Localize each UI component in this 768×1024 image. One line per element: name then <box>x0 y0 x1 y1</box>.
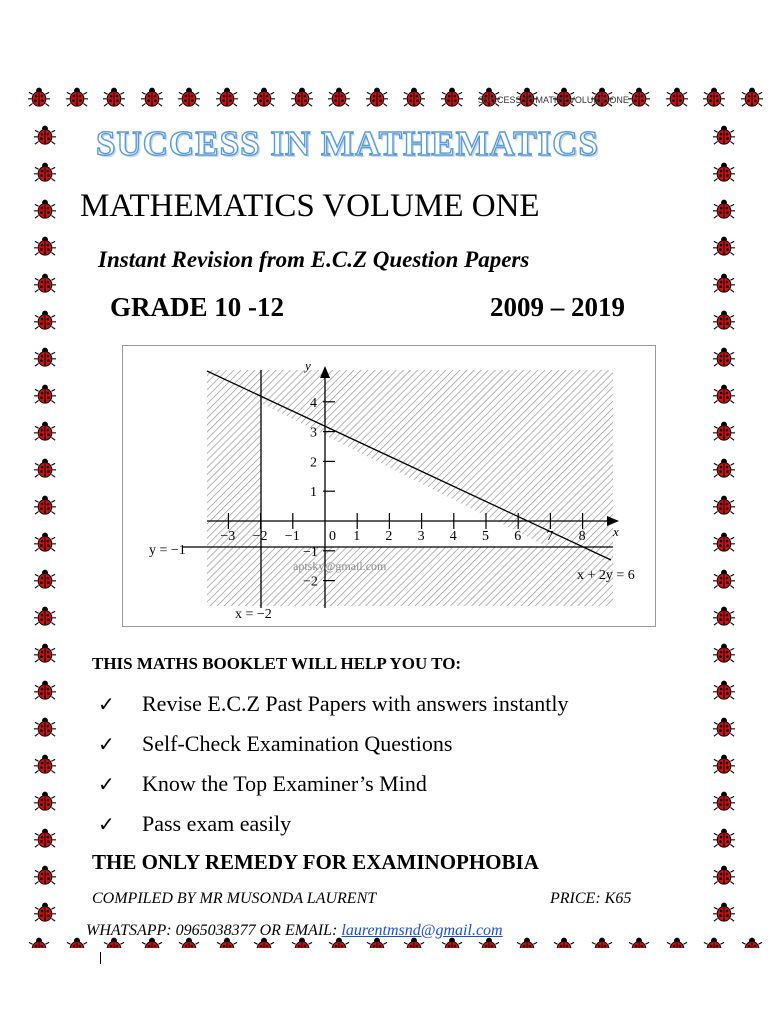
ladybug-icon <box>713 420 735 442</box>
list-item-text: Self-Check Examination Questions <box>142 731 453 756</box>
page-title: SUCCESS IN MATHEMATICS <box>96 124 600 163</box>
text-cursor <box>100 952 101 964</box>
ladybug-icon <box>713 901 735 923</box>
remedy-heading: THE ONLY REMEDY FOR EXAMINOPHOBIA <box>92 850 539 874</box>
ladybug-icon <box>666 86 688 108</box>
ladybug-icon <box>713 235 735 257</box>
year-range: 2009 – 2019 <box>490 292 625 322</box>
x-tick-label: 2 <box>385 529 393 544</box>
ladybug-icon <box>713 790 735 812</box>
ladybug-icon <box>34 309 56 331</box>
ladybug-icon <box>516 936 538 948</box>
ladybug-icon <box>34 161 56 183</box>
x-tick-label: 7 <box>546 529 554 544</box>
list-item <box>98 764 569 804</box>
ladybug-icon <box>34 420 56 442</box>
x-tick-label: 0 <box>329 529 336 544</box>
ladybug-icon <box>713 864 735 886</box>
ladybug-icon <box>328 86 350 108</box>
label-x-eq-minus-2: x = −2 <box>235 607 272 622</box>
ladybug-icon <box>713 827 735 849</box>
ladybug-icon <box>713 346 735 368</box>
checkmark-icon: ✓ <box>98 693 115 716</box>
subtitle: Instant Revision from E.C.Z Question Papers <box>98 247 530 272</box>
ladybug-icon <box>34 605 56 627</box>
ladybug-icon <box>34 457 56 479</box>
ladybug-icon <box>34 346 56 368</box>
ladybug-icon <box>713 568 735 590</box>
y-tick-label: −1 <box>303 544 318 560</box>
list-item <box>98 684 569 724</box>
ladybug-icon <box>441 86 463 108</box>
inequality-graph <box>122 345 656 627</box>
ladybug-icon <box>713 198 735 220</box>
ladybug-icon <box>34 901 56 923</box>
ladybug-icon <box>34 383 56 405</box>
label-x-plus-2y-eq-6: x + 2y = 6 <box>577 568 635 583</box>
ladybug-icon <box>713 309 735 331</box>
ladybug-icon <box>713 272 735 294</box>
ladybug-icon <box>103 86 125 108</box>
ladybug-icon <box>253 86 275 108</box>
ladybug-icon <box>34 272 56 294</box>
list-item-text: Know the Top Examiner’s Mind <box>142 771 427 796</box>
x-tick-label: −2 <box>252 529 268 544</box>
ladybug-icon <box>366 86 388 108</box>
ladybug-icon <box>713 383 735 405</box>
list-item <box>98 804 569 844</box>
y-axis-label: y <box>305 358 311 373</box>
ladybug-icon <box>713 531 735 553</box>
list-item <box>98 724 569 764</box>
ladybug-icon <box>34 642 56 664</box>
ladybug-icon <box>713 457 735 479</box>
label-y-eq-minus-1: y = −1 <box>149 543 186 558</box>
ladybug-icon <box>34 494 56 516</box>
x-tick-label: 4 <box>449 529 457 544</box>
x-tick-label: −3 <box>220 529 236 544</box>
ladybug-icon <box>713 124 735 146</box>
grade-range: GRADE 10 -12 <box>110 292 284 322</box>
contact-line <box>86 922 503 940</box>
ladybug-icon <box>713 679 735 701</box>
ladybug-border-right <box>713 124 735 923</box>
ladybug-icon <box>741 936 763 948</box>
x-tick-label: 1 <box>353 529 361 544</box>
x-tick-label: 6 <box>514 529 522 544</box>
graph-svg <box>123 346 655 626</box>
ladybug-icon <box>713 753 735 775</box>
ladybug-icon <box>666 936 688 948</box>
ladybug-icon <box>178 86 200 108</box>
ladybug-icon <box>34 864 56 886</box>
shaded-region <box>207 370 613 606</box>
ladybug-icon <box>713 161 735 183</box>
ladybug-border-left <box>34 124 56 923</box>
help-heading: THIS MATHS BOOKLET WILL HELP YOU TO: <box>92 654 462 673</box>
ladybug-icon <box>713 642 735 664</box>
ladybug-icon <box>591 936 613 948</box>
y-tick-label: −2 <box>303 574 318 590</box>
email-link[interactable]: laurentmsnd@gmail.com <box>341 922 503 939</box>
ladybug-icon <box>628 936 650 948</box>
ladybug-icon <box>34 679 56 701</box>
ladybug-icon <box>628 86 650 108</box>
ladybug-icon <box>553 936 575 948</box>
y-tick-label: 2 <box>310 455 317 471</box>
ladybug-border-top <box>28 86 763 108</box>
checkmark-icon: ✓ <box>98 773 115 796</box>
ladybug-icon <box>34 124 56 146</box>
x-tick-label: 3 <box>417 529 425 544</box>
y-tick-label: 4 <box>310 395 317 411</box>
y-tick-label: 3 <box>310 425 317 441</box>
ladybug-icon <box>216 86 238 108</box>
ladybug-icon <box>34 198 56 220</box>
benefits-checklist <box>98 684 569 844</box>
ladybug-icon <box>34 753 56 775</box>
ladybug-icon <box>34 716 56 738</box>
ladybug-icon <box>713 716 735 738</box>
ladybug-icon <box>713 494 735 516</box>
x-tick-label: 8 <box>578 529 586 544</box>
checkmark-icon: ✓ <box>98 813 115 836</box>
ladybug-icon <box>34 568 56 590</box>
ladybug-icon <box>66 86 88 108</box>
header-note: SUCCESS IN MATHS VOLUME ONE <box>478 95 629 105</box>
ladybug-icon <box>34 827 56 849</box>
list-item-text: Revise E.C.Z Past Papers with answers instantly <box>142 691 569 716</box>
ladybug-icon <box>34 531 56 553</box>
ladybug-icon <box>703 86 725 108</box>
watermark: aptsky@gmail.com <box>293 559 387 573</box>
ladybug-icon <box>34 790 56 812</box>
x-axis-label: x <box>613 524 619 539</box>
x-tick-label: −1 <box>284 529 300 544</box>
ladybug-icon <box>28 86 50 108</box>
list-item-text: Pass exam easily <box>142 811 292 836</box>
price: PRICE: K65 <box>550 890 632 907</box>
compiled-by: COMPILED BY MR MUSONDA LAURENT <box>92 890 377 907</box>
ladybug-icon <box>713 605 735 627</box>
checkmark-icon: ✓ <box>98 733 115 756</box>
ladybug-icon <box>34 235 56 257</box>
ladybug-icon <box>28 936 50 948</box>
y-tick-label: 1 <box>310 485 317 501</box>
ladybug-icon <box>291 86 313 108</box>
x-tick-label: 5 <box>482 529 489 544</box>
ladybug-icon <box>703 936 725 948</box>
ladybug-icon <box>66 936 88 948</box>
ladybug-icon <box>403 86 425 108</box>
volume-heading: MATHEMATICS VOLUME ONE <box>80 188 540 224</box>
ladybug-icon <box>741 86 763 108</box>
ladybug-icon <box>141 86 163 108</box>
contact-prefix: WHATSAPP: 0965038377 OR EMAIL: <box>86 922 338 939</box>
